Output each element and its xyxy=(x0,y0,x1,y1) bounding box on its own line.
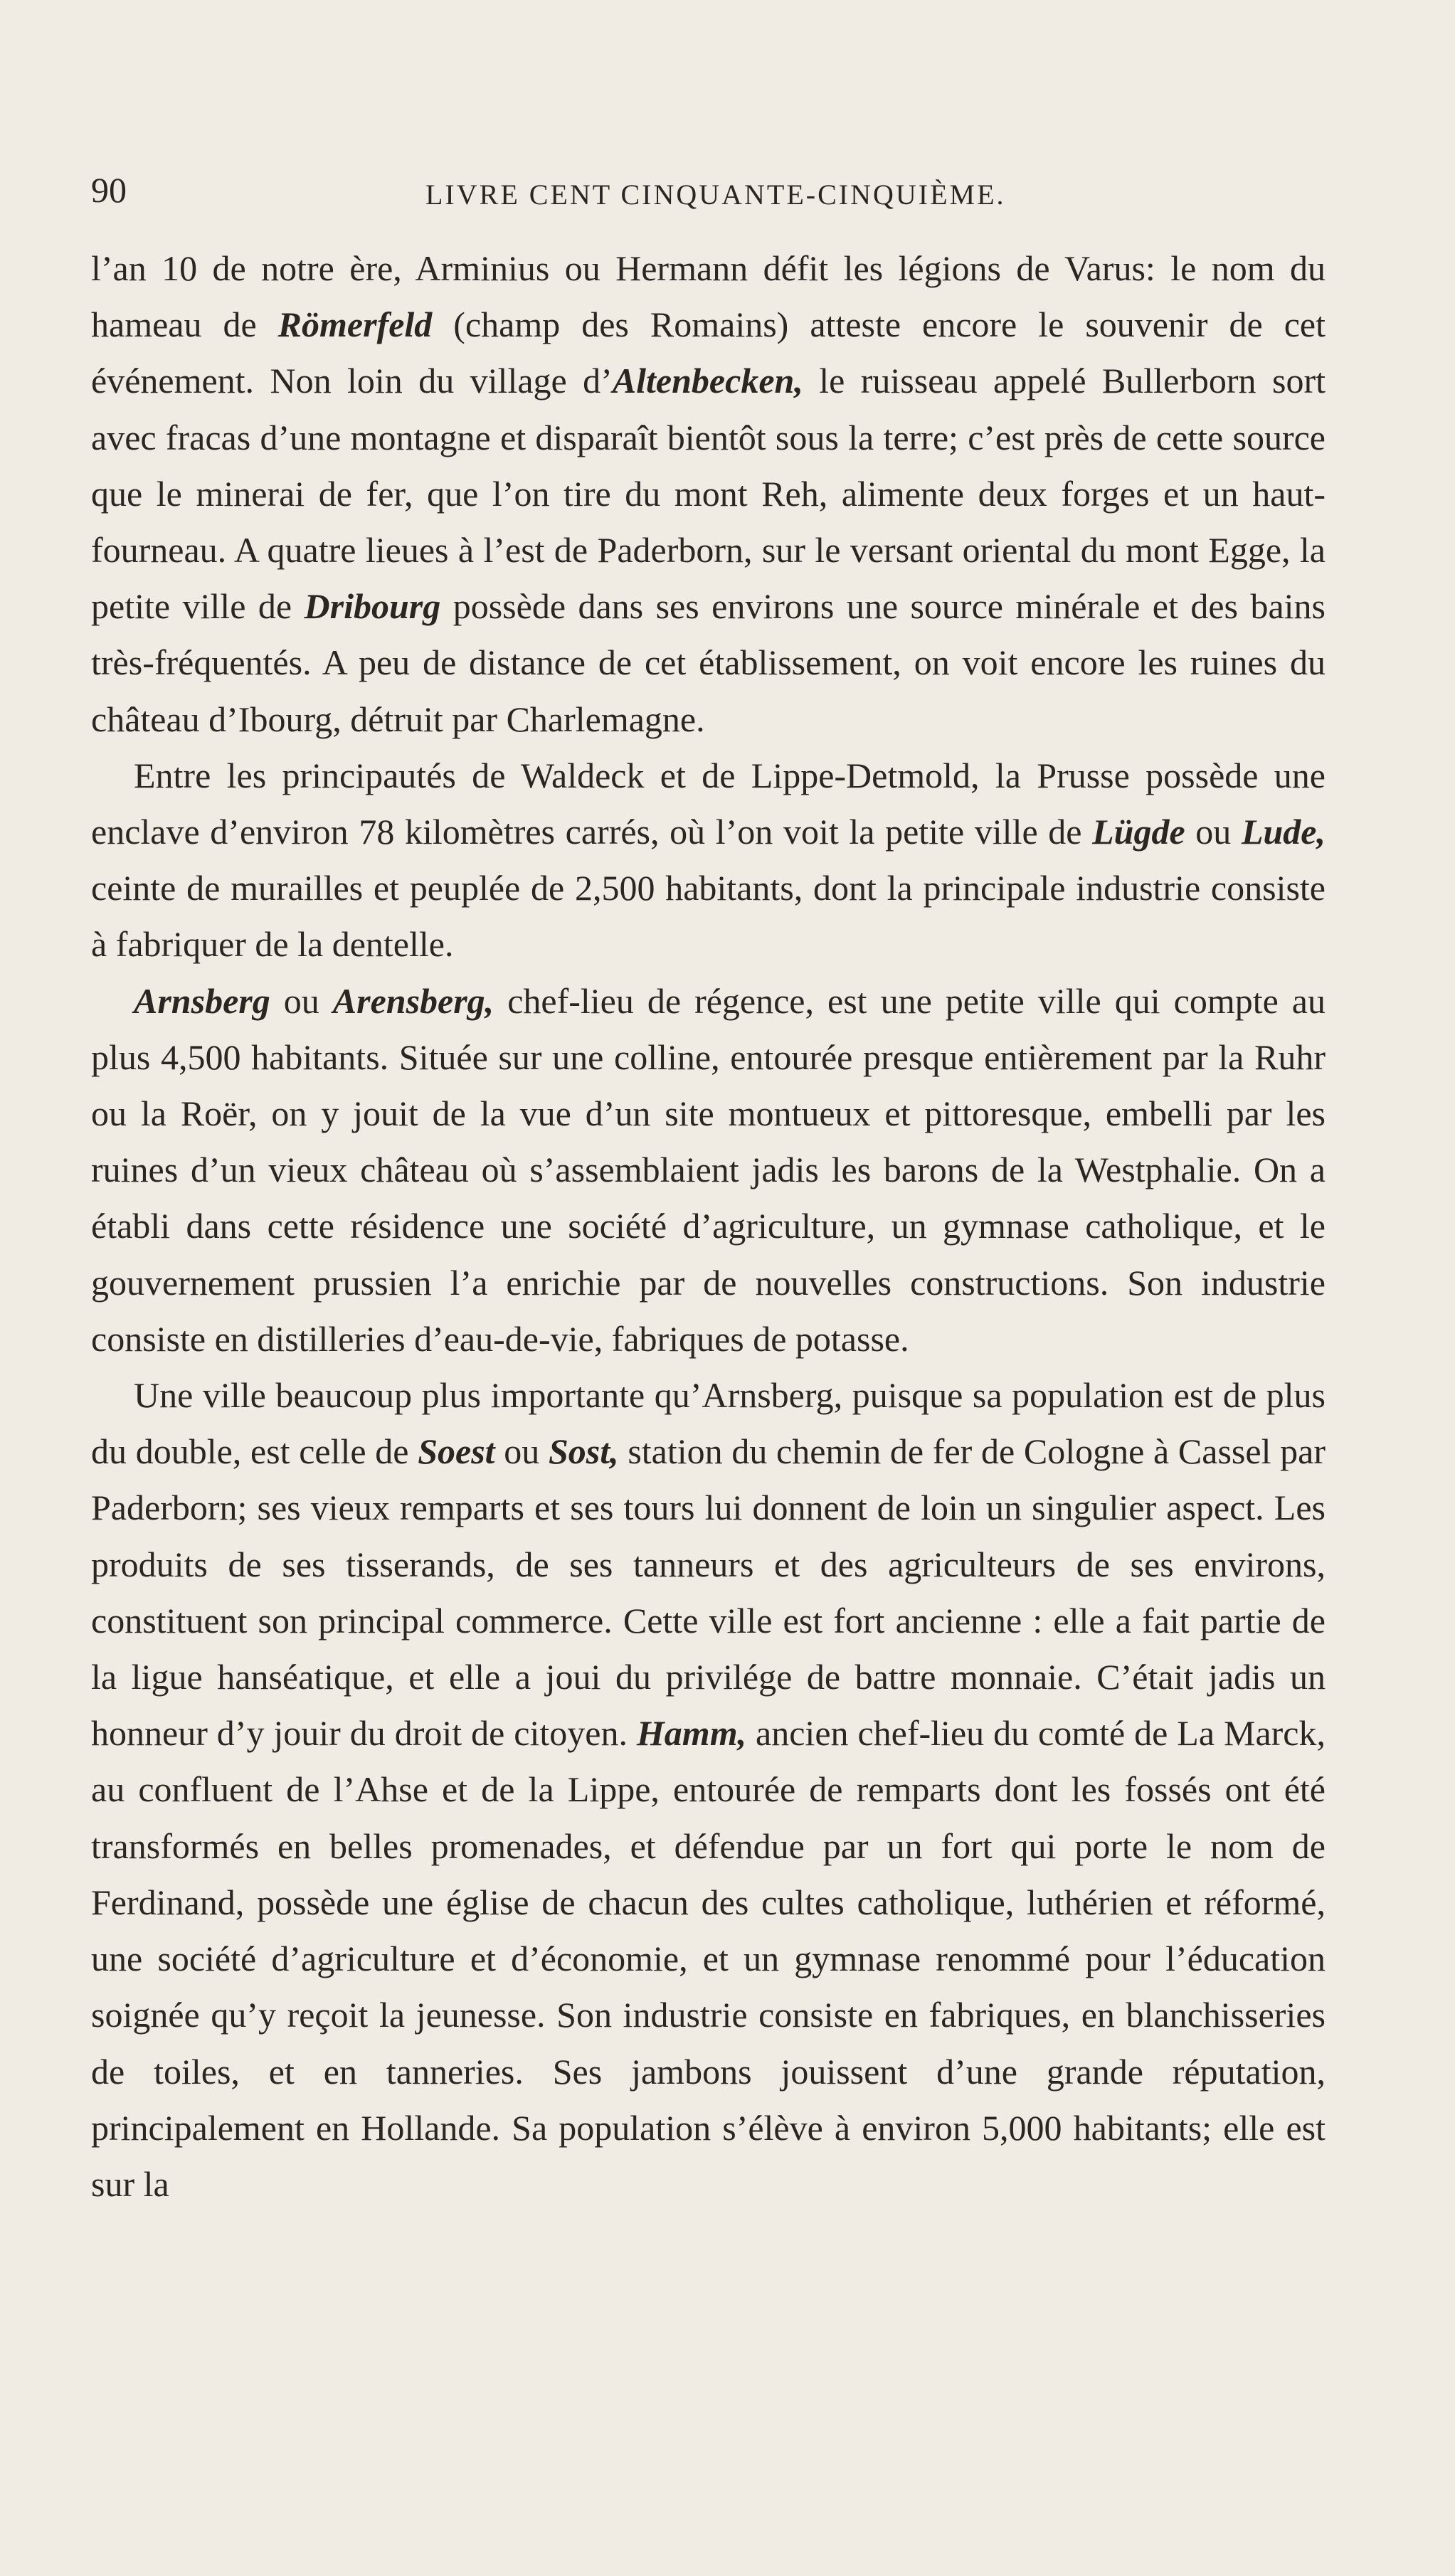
text-segment: Une ville beaucoup plus importante qu’Arnsberg, puisque sa population est de plus du double, est celle de xyxy=(91,1375,1326,1472)
paragraph xyxy=(91,240,1326,748)
text-segment: ou xyxy=(270,980,333,1021)
italic-place-name: Dribourg xyxy=(304,586,441,627)
text-segment: ancien chef-lieu du comté de La Marck, au confluent de l’Ahse et de la Lippe, entourée de remparts dont les fossés ont été transformés en belles promenades, et défendue par un fort qui porte le nom de Ferdinand, possède une église de chacun des cultes catholique, luthérien et réformé, une société d’agriculture et d’économie, et un gymnase renommé pour l’éducation soignée qu’y reçoit la jeunesse. Son industrie consiste en fabriques, en blanchisseries de toiles, et en tanneries. Ses jambons jouissent d’une grande réputation, principalement en Hollande. Sa population s’élève à environ 5,000 habitants; elle est sur la xyxy=(91,1713,1326,2204)
text-segment: possède dans ses environs une source minérale et des bains très-fréquentés. A peu de distance de cet établissement, on voit encore les ruines du château d’Ibourg, détruit par Charlemagne. xyxy=(91,586,1326,739)
page-header xyxy=(91,169,1326,221)
text-segment: ou xyxy=(494,1431,549,1472)
text-segment: chef-lieu de régence, est une petite ville qui compte au plus 4,500 habitants. Située sur une colline, entourée presque entièrement par la Ruhr ou la Roër, on y jouit de la vue d’un site montueux et pittoresque, embelli par les ruines d’un vieux château où s’assemblaient jadis les barons de la Westphalie. On a établi dans cette résidence une société d’agriculture, un gymnase catholique, et le gouvernement prussien l’a enrichie par de nouvelles constructions. Son industrie consiste en distilleries d’eau-de-vie, fabriques de potasse. xyxy=(91,980,1326,1359)
text-segment: station du chemin de fer de Cologne à Cassel par Paderborn; ses vieux remparts et ses tours lui donnent de loin un singulier aspect. Les produits de ses tisserands, de ses tanneurs et des agriculteurs de ses environs, constituent son principal commerce. Cette ville est fort ancienne : elle a fait partie de la ligue hanséatique, et elle a joui du privilége de battre monnaie. C’était jadis un honneur d’y jouir du droit de citoyen. xyxy=(91,1431,1326,1754)
page-number: 90 xyxy=(91,170,127,210)
italic-place-name: Römerfeld xyxy=(277,304,433,345)
running-title: LIVRE CENT CINQUANTE-CINQUIÈME. xyxy=(425,179,1006,211)
italic-place-name: Soest xyxy=(418,1431,495,1472)
paragraph xyxy=(91,973,1326,1367)
text-segment: ceinte de murailles et peuplée de 2,500 habitants, dont la principale industrie consiste à fabriquer de la dentelle. xyxy=(91,868,1326,965)
paragraph xyxy=(91,748,1326,973)
italic-place-name: Sost, xyxy=(548,1431,619,1472)
italic-place-name: Arensberg, xyxy=(332,980,494,1021)
text-segment: (champ des Romains) atteste encore le souvenir de cet événement. Non loin du village d’ xyxy=(91,304,1326,401)
text-segment: ou xyxy=(1185,812,1242,852)
italic-place-name: Lude, xyxy=(1241,812,1326,852)
body-text xyxy=(91,240,1326,2212)
italic-place-name: Lügde xyxy=(1092,812,1185,852)
italic-place-name: Arnsberg xyxy=(134,980,270,1021)
italic-place-name: Hamm, xyxy=(636,1713,747,1754)
italic-place-name: Altenbecken, xyxy=(612,361,803,401)
text-segment: l’an 10 de notre ère, Arminius ou Hermann défit les légions de Varus: le nom du hameau de xyxy=(91,248,1326,345)
text-segment: Entre les principautés de Waldeck et de Lippe-Detmold, la Prusse possède une enclave d’environ 78 kilomètres carrés, où l’on voit la petite ville de xyxy=(91,755,1326,852)
paragraph xyxy=(91,1367,1326,2212)
text-segment: le ruisseau appelé Bullerborn sort avec fracas d’une montagne et disparaît bientôt sous la terre; c’est près de cette source que le minerai de fer, que l’on tire du mont Reh, alimente deux forges et un haut-fourneau. A quatre lieues à l’est de Paderborn, sur le versant oriental du mont Egge, la petite ville de xyxy=(91,361,1326,627)
